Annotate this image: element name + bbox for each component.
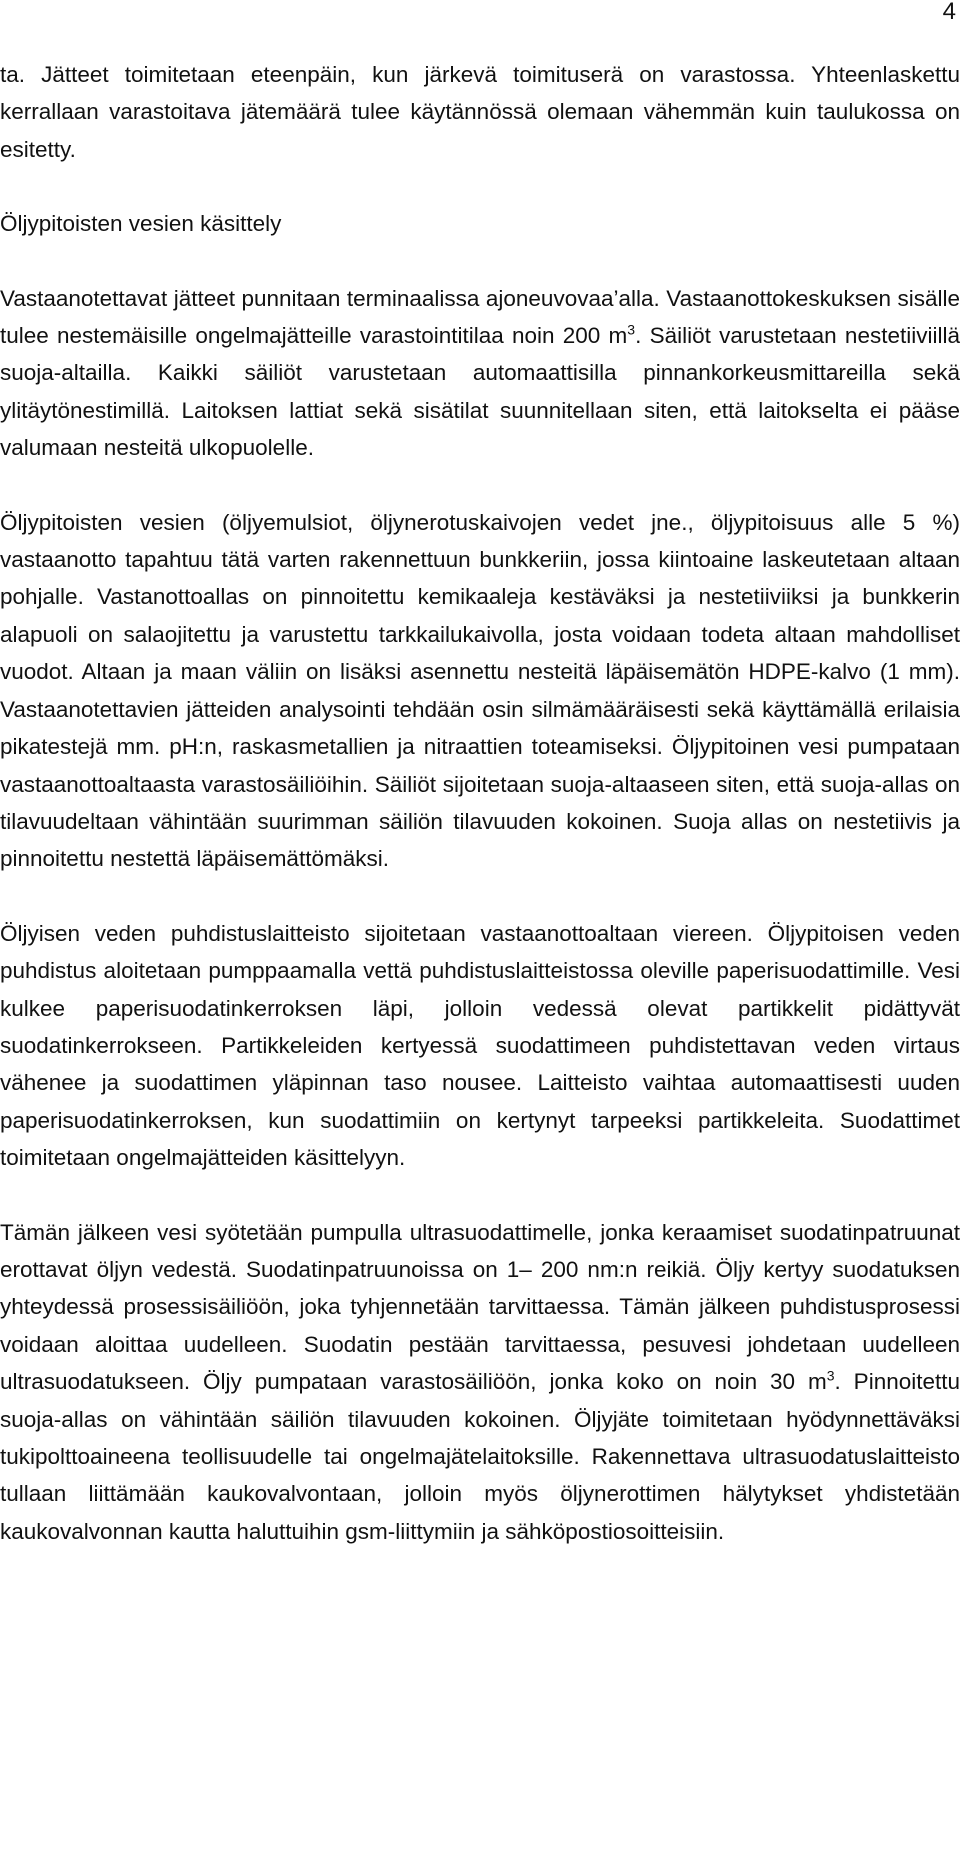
superscript-cubic: 3 <box>627 321 636 338</box>
paragraph-ultrafiltration-text-b: . Pinnoitettu suoja-allas on vähintään säiliön tilavuuden kokoinen. Öljyjäte toimitetaan hyödynnettäväksi tukipolttoaineena teollisuudelle tai ongelmajätelaitoksille. Rakennettava ultrasuodatuslaitteisto tullaan liittämään kaukovalvontaan, jolloin myös öljynerottimen hälytykset yhdistetään kaukovalvonnan kautta haluttuihin gsm-liittymiin ja sähköpostiosoitteisiin. <box>0 1369 960 1544</box>
paragraph-ultrafiltration <box>0 1214 960 1551</box>
page-number: 4 <box>942 0 956 25</box>
paragraph-bunker: Öljypitoisten vesien (öljyemulsiot, öljynerotuskaivojen vedet jne., öljypitoisuus alle 5 %) vastaanotto tapahtuu tätä varten rakennettuun bunkkeriin, jossa kiintoaine laskeutetaan altaan pohjalle. Vastanottoallas on pinnoitettu kemikaaleja kestäväksi ja nestetiiviiksi ja bunkkerin alapuoli on salaojitettu ja varustettu tarkkailukaivolla, josta voidaan todeta altaan mahdolliset vuodot. Altaan ja maan väliin on lisäksi asennettu nesteitä läpäisemätön HDPE-kalvo (1 mm). Vastaanotettavien jätteiden analysointi tehdään osin silmämääräisesti sekä käyttämällä erilaisia pikatestejä mm. pH:n, raskasmetallien ja nitraattien toteamiseksi. Öljypitoinen vesi pumpataan vastaanottoaltaasta varastosäiliöihin. Säiliöt sijoitetaan suoja-altaaseen siten, että suoja-allas on tilavuudeltaan vähintään suurimman säiliön tilavuuden kokoinen. Suoja allas on nestetiivis ja pinnoitettu nestettä läpäisemättömäksi. <box>0 509 960 872</box>
section-heading: Öljypitoisten vesien käsittely <box>0 211 282 237</box>
paragraph-continuation: ta. Jätteet toimitetaan eteenpäin, kun järkevä toimituserä on varastossa. Yhteenlaskettu kerrallaan varastoitava jätemäärä tulee käytännössä olemaan vähemmän kuin taulukossa on esitetty. <box>0 62 960 162</box>
document-body <box>0 56 960 1550</box>
paragraph-reception-text-b: . Säiliöt varustetaan nestetiiviillä suoja-altailla. Kaikki säiliöt varustetaan automaattisilla pinnankorkeusmittareilla sekä ylitäytönestimillä. Laitoksen lattiat sekä sisätilat suunnitellaan siten, että laitokselta ei pääse valumaan nesteitä ulkopuolelle. <box>0 323 960 461</box>
paragraph-reception <box>0 280 960 467</box>
paragraph-purification: Öljyisen veden puhdistuslaitteisto sijoitetaan vastaanottoaltaan viereen. Öljypitoisen veden puhdistus aloitetaan pumppaamalla vettä puhdistuslaitteistossa oleville paperisuodattimille. Vesi kulkee paperisuodatinkerroksen läpi, jolloin vedessä olevat partikkelit pidättyvät suodatinkerrokseen. Partikkeleiden kertyessä suodattimeen puhdistettavan veden virtaus vähenee ja suodattimen yläpinnan taso nousee. Laitteisto vaihtaa automaattisesti uuden paperisuodatinkerroksen, kun suodattimiin on kertynyt tarpeeksi partikkeleita. Suodattimet toimitetaan ongelmajätteiden käsittelyyn. <box>0 920 960 1171</box>
paragraph-ultrafiltration-text-a: Tämän jälkeen vesi syötetään pumpulla ultrasuodattimelle, jonka keraamiset suodatinpatruunat erottavat öljyn vedestä. Suodatinpatruunoissa on 1– 200 nm:n reikiä. Öljy kertyy suodatuksen yhteydessä prosessisäiliöön, joka tyhjennetään tarvittaessa. Tämän jälkeen puhdistusprosessi voidaan aloittaa uudelleen. Suodatin pestään tarvittaessa, pesuvesi johdetaan uudelleen ultrasuodatukseen. Öljy pumpataan varastosäiliöön, jonka koko on noin 30 m <box>0 1219 960 1395</box>
superscript-cubic: 3 <box>826 1367 835 1384</box>
paragraph-reception-text-a: Vastaanotettavat jätteet punnitaan terminaalissa ajoneuvovaa’alla. Vastaanottokeskuksen sisälle tulee nestemäisille ongelmajätteille varastointitilaa noin 200 m <box>0 285 960 349</box>
